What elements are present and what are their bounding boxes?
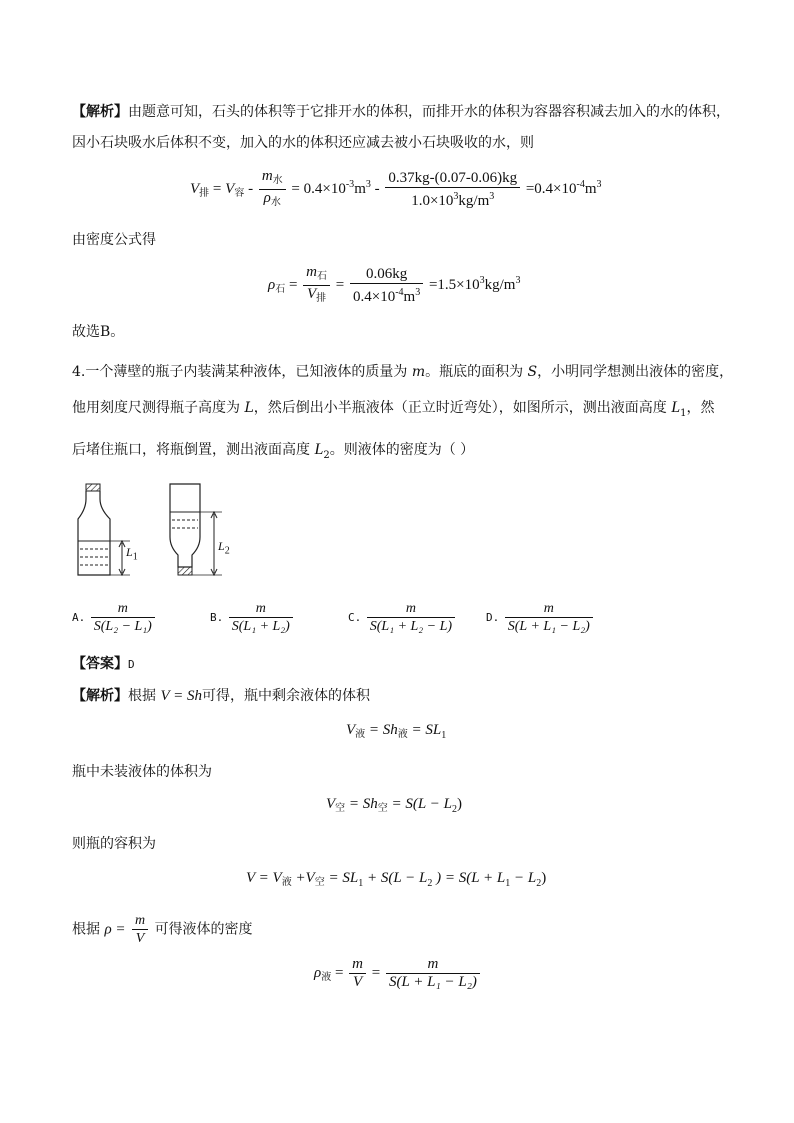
final-equals: = [334,964,344,981]
option-c-label: C. [348,611,362,624]
eq2-lhs-sub: 石 [275,283,286,295]
q4-var-l2: L [314,441,324,458]
density-num: m [134,913,146,928]
empty-volume-equation [326,796,462,815]
eq2-result-unit-exp: 3 [515,274,521,286]
eqc-f: − L [514,870,537,886]
eq1-frac-num: m [261,168,273,184]
eq1-term1-unit: m [354,180,366,197]
option-d-label: D. [486,611,500,624]
eqc-e-sub: 1 [505,878,511,889]
option-c[interactable] [348,600,457,635]
answer-value: D [128,658,135,671]
eq2-num2: 0.06kg [365,265,408,282]
eq2-den2-exp: -4 [395,286,404,298]
q4-text-h: 。则液体的密度为（ ） [329,442,475,458]
eq1-term1-unit-exp: 3 [365,178,371,190]
volume-equation [190,168,602,211]
final-num2: m [427,956,439,972]
eq1-frac2-num: 0.37kg-(0.07-0.06)kg [388,169,518,186]
remaining-volume-equation [346,722,446,741]
eqc-d-sub: 2 [427,878,433,889]
density-intro-a: 根据 [72,921,100,938]
eq1-equals2: = [291,180,300,197]
bottle-volume-equation [246,870,546,889]
eq2-lhs: ρ [268,276,276,293]
eqc-f-sub: 2 [536,878,542,889]
option-a-fraction [91,600,155,635]
eq1-fraction-numeric [385,170,520,210]
eq1-minus2: - [374,180,380,197]
label-l2-text: L [218,539,225,553]
analysis-text: 由题意可知，石头的体积等于它排开水的体积，而排开水的体积为容器容积减去加入的水的体积， [128,104,730,120]
eq1-frac2-den: 1.0×10 [411,192,454,209]
eq2-result-unit: kg/m [484,276,516,293]
eq2-fraction-symbolic [303,264,330,307]
option-d-fraction [505,600,593,635]
solution-intro [72,686,370,706]
final-fraction-2 [386,956,480,991]
q4-text-a: 一个薄壁的瓶子内装满某种液体，已知液体的质量为 [85,364,408,380]
option-b-den: S(L₁ + L₂) [229,617,293,635]
final-den1: V [349,973,366,991]
eq1-frac2-den-unit-exp: 3 [489,190,495,202]
eq1-v: V [225,180,235,197]
q4-var-l1-sub: 1 [680,407,687,419]
label-l1 [126,545,138,562]
final-den2: S(L + L₁ − L₂) [386,973,480,991]
eq1-result: =0.4×10 [525,180,577,197]
inverted-bottle [170,484,222,575]
q4-text-f: ，然 [686,400,715,416]
upright-bottle [78,484,130,575]
eq1-lhs: V [190,180,200,197]
label-l1-text: L [126,545,133,559]
eq2-den2-unit: m [403,288,416,305]
eq2-num1: m [306,264,318,280]
eq1-frac2-den-exp: 3 [453,190,459,202]
eq2-den1: V [307,286,317,302]
option-a-num: m [117,601,128,616]
eqa-v: V [346,722,356,738]
eqc-a-sub: 液 [281,877,292,888]
option-a-label: A. [72,611,86,624]
eq1-frac2-den-unit: kg/m [458,192,490,209]
eq2-fraction-numeric [350,266,423,306]
solution-label: 【解析】 [72,688,128,704]
label-l2-sub: 2 [224,545,230,557]
eq2-equals2: = [335,276,345,293]
eq1-term1-exp: -3 [345,178,355,190]
final-lhs-sub: 液 [321,971,332,983]
q4-var-l1: L [671,399,681,416]
bottle-figure [70,483,270,587]
question-4-line1 [72,362,733,382]
eq1-fraction-water [259,168,286,211]
analysis-paragraph-line2: 因小石块吸水后体积不变，加入的水的体积还应减去被小石块吸收的水，则 [72,135,534,151]
question-4-line2 [72,398,714,424]
density-den: V [132,929,148,947]
option-d-den: S(L + L₁ − L₂) [505,617,593,635]
eqa-v-sub: 液 [355,729,366,740]
analysis-paragraph-line1 [72,102,730,122]
liquid-density-equation [314,956,482,991]
eq2-result-exp: 3 [479,274,485,286]
eq2-result: =1.5×10 [428,276,480,293]
final-equals2: = [371,964,381,981]
q4-text-b: 。瓶底的面积为 [425,364,524,380]
eqb-end: = S(L − L [391,796,452,812]
eqa-end-sub: 1 [441,730,447,741]
density-intro: 由密度公式得 [72,232,156,248]
option-d[interactable] [486,600,595,635]
eqc-c-sub: 1 [358,878,364,889]
option-b[interactable] [210,600,295,635]
q4-text-d: 他用刻度尺测得瓶子高度为 [72,400,240,416]
q4-var-l: L [244,400,254,416]
eqc-g: ) [541,870,547,886]
density-intro-b: 可得液体的密度 [154,921,253,938]
option-c-num: m [405,601,416,616]
answer-line [72,654,135,675]
eq2-equals: = [288,276,298,293]
eqb-v: V [326,796,336,812]
q4-var-s: S [527,364,538,380]
eqb-end-sub: 2 [451,804,457,815]
q4-text-g: 后堵住瓶口，将瓶倒置，测出液面高度 [72,442,310,458]
eq1-term1: 0.4×10 [303,180,346,197]
solution-intro-a: 根据 [128,688,156,704]
eq1-result-unit: m [584,180,597,197]
eq1-lhs-sub: 排 [199,187,210,199]
eq2-num1-sub: 石 [317,271,328,282]
option-a[interactable] [72,600,157,635]
eqc-d: + S(L − L [366,870,428,886]
bottle-diagram [70,483,270,583]
eqb-rhs-sub: 空 [377,803,388,814]
final-lhs: ρ [314,964,322,981]
eq1-v-sub: 容 [234,187,245,199]
eqa-rhs: = Sh [368,722,398,738]
eqc-a: V = V [246,870,282,886]
solution-formula: V = Sh [160,688,202,704]
conclusion: 故选B。 [72,324,125,340]
eq1-equals: = [212,180,222,197]
eq1-result-exp: -4 [576,178,585,190]
eqc-c: = SL [328,870,359,886]
final-num1: m [352,956,364,972]
option-c-den: S(L₁ + L₂ − L) [367,617,455,635]
empty-volume-intro: 瓶中未装液体的体积为 [72,764,212,780]
eqa-rhs-sub: 液 [397,729,408,740]
question-number: 4. [72,364,86,380]
eq1-frac-num-sub: 水 [272,175,283,186]
q4-var-l2-sub: 2 [323,449,330,461]
answer-label: 【答案】 [72,656,128,672]
density-fraction [132,912,148,947]
eq1-result-unit-exp: 3 [596,178,602,190]
final-fraction-1 [349,956,366,991]
density-formula-intro [72,912,253,947]
analysis-label: 【解析】 [72,104,128,120]
bottle-volume-intro: 则瓶的容积为 [72,836,156,852]
label-l2 [218,539,230,556]
eq1-frac-den: ρ [263,190,271,206]
option-a-den: S(L₂ − L₁) [91,617,155,635]
option-d-num: m [543,601,554,616]
eqc-b-sub: 空 [314,877,325,888]
density-rho: ρ = [104,921,126,938]
eqc-e: ) = S(L + L [436,870,506,886]
option-b-fraction [229,600,293,635]
label-l1-sub: 1 [132,551,138,563]
eqc-b: +V [295,870,315,886]
eqb-close: ) [456,796,462,812]
eq1-minus: - [248,180,254,197]
option-b-num: m [255,601,266,616]
solution-intro-b: 可得，瓶中剩余液体的体积 [201,688,370,704]
eqb-v-sub: 空 [335,803,346,814]
q4-text-e: ，然后倒出小半瓶液体（正立时近弯处），如图所示，测出液面高度 [253,400,667,416]
eq1-frac-den-sub: 水 [270,197,281,208]
q4-text-c: ，小明同学想测出液体的密度， [537,364,734,380]
stone-density-equation [268,264,520,307]
question-4-line3 [72,440,474,466]
eqb-rhs: = Sh [348,796,378,812]
eq2-den2-unit-exp: 3 [415,286,421,298]
eqa-end: = SL [411,722,442,738]
q4-var-m: m [411,364,426,380]
option-c-fraction [367,600,455,635]
option-b-label: B. [210,611,224,624]
eq2-den1-sub: 排 [316,293,327,304]
eq2-den2: 0.4×10 [352,288,396,305]
